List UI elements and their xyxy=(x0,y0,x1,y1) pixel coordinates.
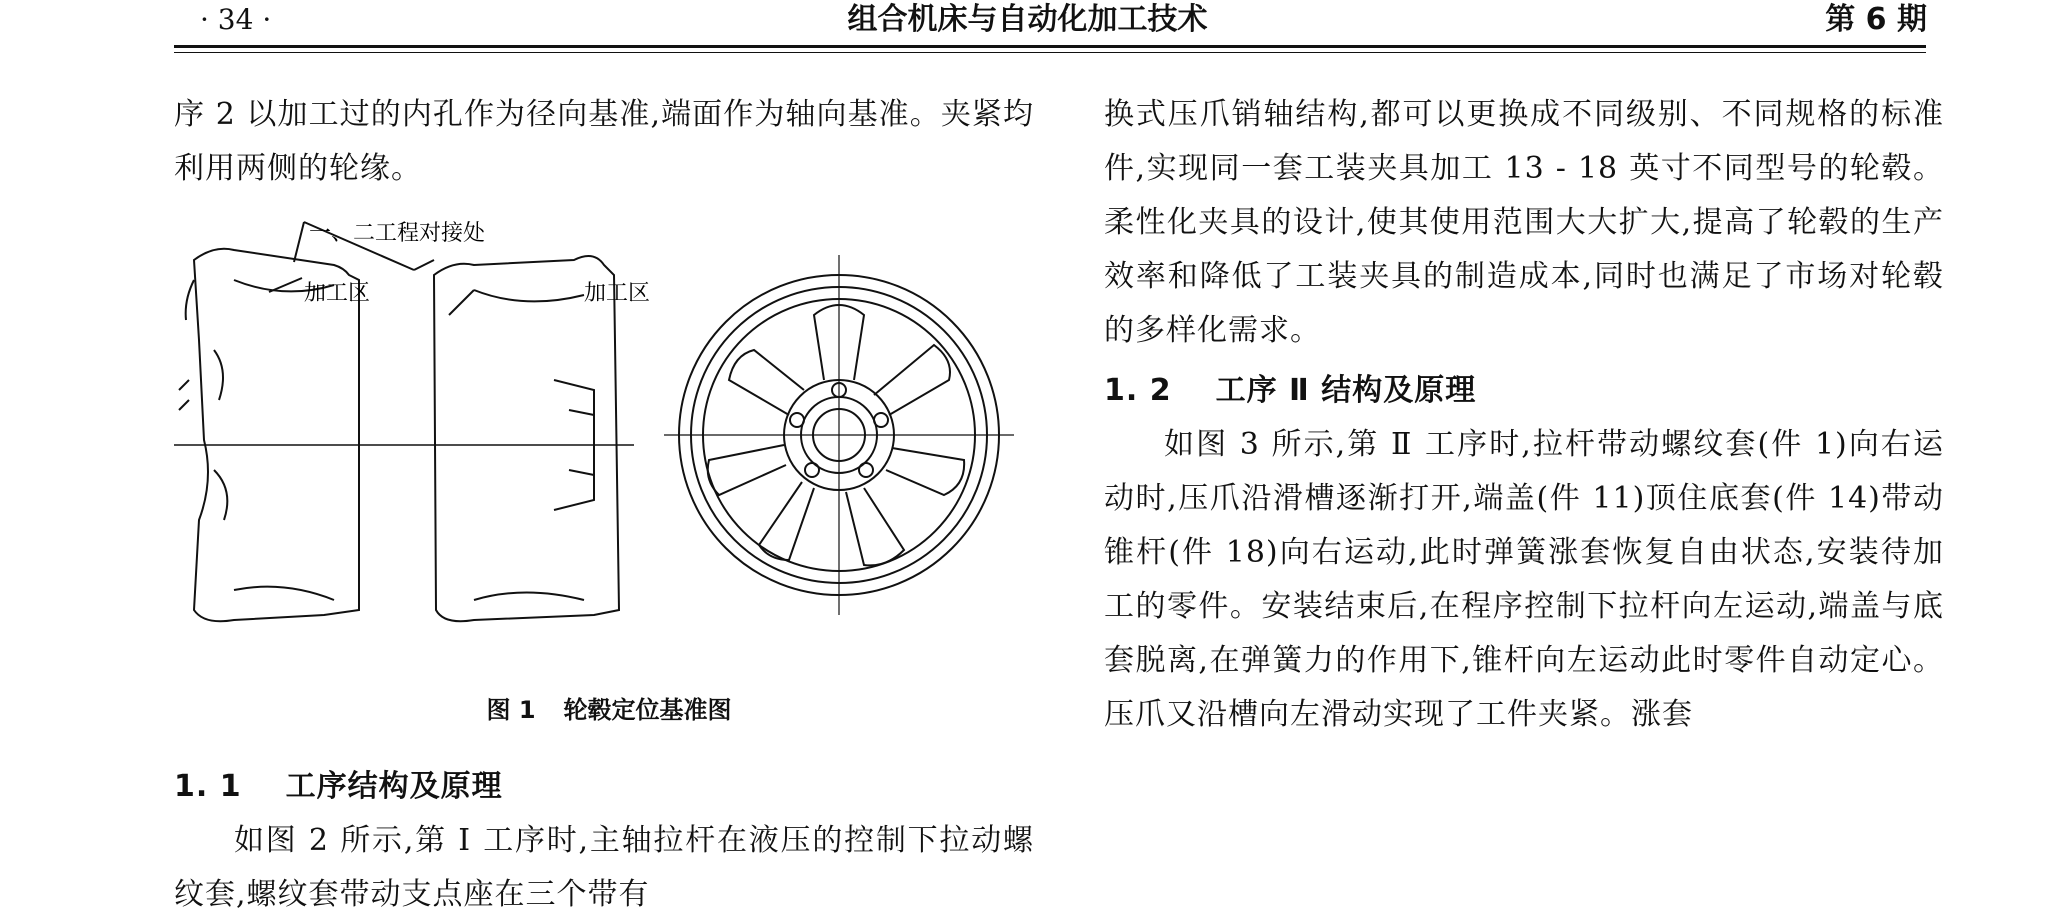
right-paragraph-2: 如图 3 所示,第 Ⅱ 工序时,拉杆带动螺纹套(件 1)向右运动时,压爪沿滑槽逐渐打开,端盖(件 11)顶住底套(件 14)带动锥杆(件 18)向右运动,此时弹簧涨套恢复自由状态,安装待加工的零件。安装结束后,在程序控制下拉杆向左运动,端盖与底套脱离,在弹簧力的作用下,锥杆向左运动此时零件自动定心。压爪又沿槽向左滑动实现了工件夹紧。涨套 xyxy=(1104,427,1944,732)
right-section-outline xyxy=(434,256,619,621)
header-rule-thick xyxy=(174,45,1926,48)
right-paragraph-1: 换式压爪销轴结构,都可以更换成不同级别、不同规格的标准件,实现同一套工装夹具加工 13 - 18 英寸不同型号的轮毂。柔性化夹具的设计,使其使用范围大大扩大,提高了轮毂的生产效率和降低了工装夹具的制造成本,同时也满足了市场对轮毂的多样化需求。 xyxy=(1104,97,1944,348)
figure-label-junction: 一、二工程对接处 xyxy=(309,221,486,246)
section-heading-1-2 xyxy=(1104,364,1944,418)
right-column xyxy=(1104,88,1944,742)
left-column-lower xyxy=(174,760,1034,922)
left-section-inner xyxy=(214,280,334,600)
header-rule-thin xyxy=(174,52,1926,53)
section-number-1-2: 1. 2 xyxy=(1104,373,1172,408)
figure-caption-text: 轮毂定位基准图 xyxy=(563,696,732,724)
section-title-1-1: 工序结构及原理 xyxy=(285,769,503,804)
wheel-hub-diagram xyxy=(174,220,1044,640)
section-number-1-1: 1. 1 xyxy=(174,769,242,804)
left-paragraph-1: 序 2 以加工过的内孔作为径向基准,端面作为轴向基准。夹紧均利用两侧的轮缘。 xyxy=(174,97,1034,186)
section-title-1-2: 工序 Ⅱ 结构及原理 xyxy=(1215,373,1477,408)
figure-label-area-right: 加工区 xyxy=(584,281,651,306)
left-column xyxy=(174,88,1034,196)
figure-1-caption xyxy=(174,690,1044,725)
journal-title: 组合机床与自动化加工技术 xyxy=(847,2,1208,37)
section-heading-1-1 xyxy=(174,760,1034,814)
figure-1 xyxy=(174,220,1044,640)
page-number: · 34 · xyxy=(200,3,272,36)
issue-number: 第 6 期 xyxy=(1825,2,1927,37)
left-paragraph-2: 如图 2 所示,第 Ⅰ 工序时,主轴拉杆在液压的控制下拉动螺纹套,螺纹套带动支点座在三个带有 xyxy=(174,823,1034,912)
figure-label-area-left: 加工区 xyxy=(304,281,371,306)
figure-caption-label: 图 1 xyxy=(486,696,536,724)
